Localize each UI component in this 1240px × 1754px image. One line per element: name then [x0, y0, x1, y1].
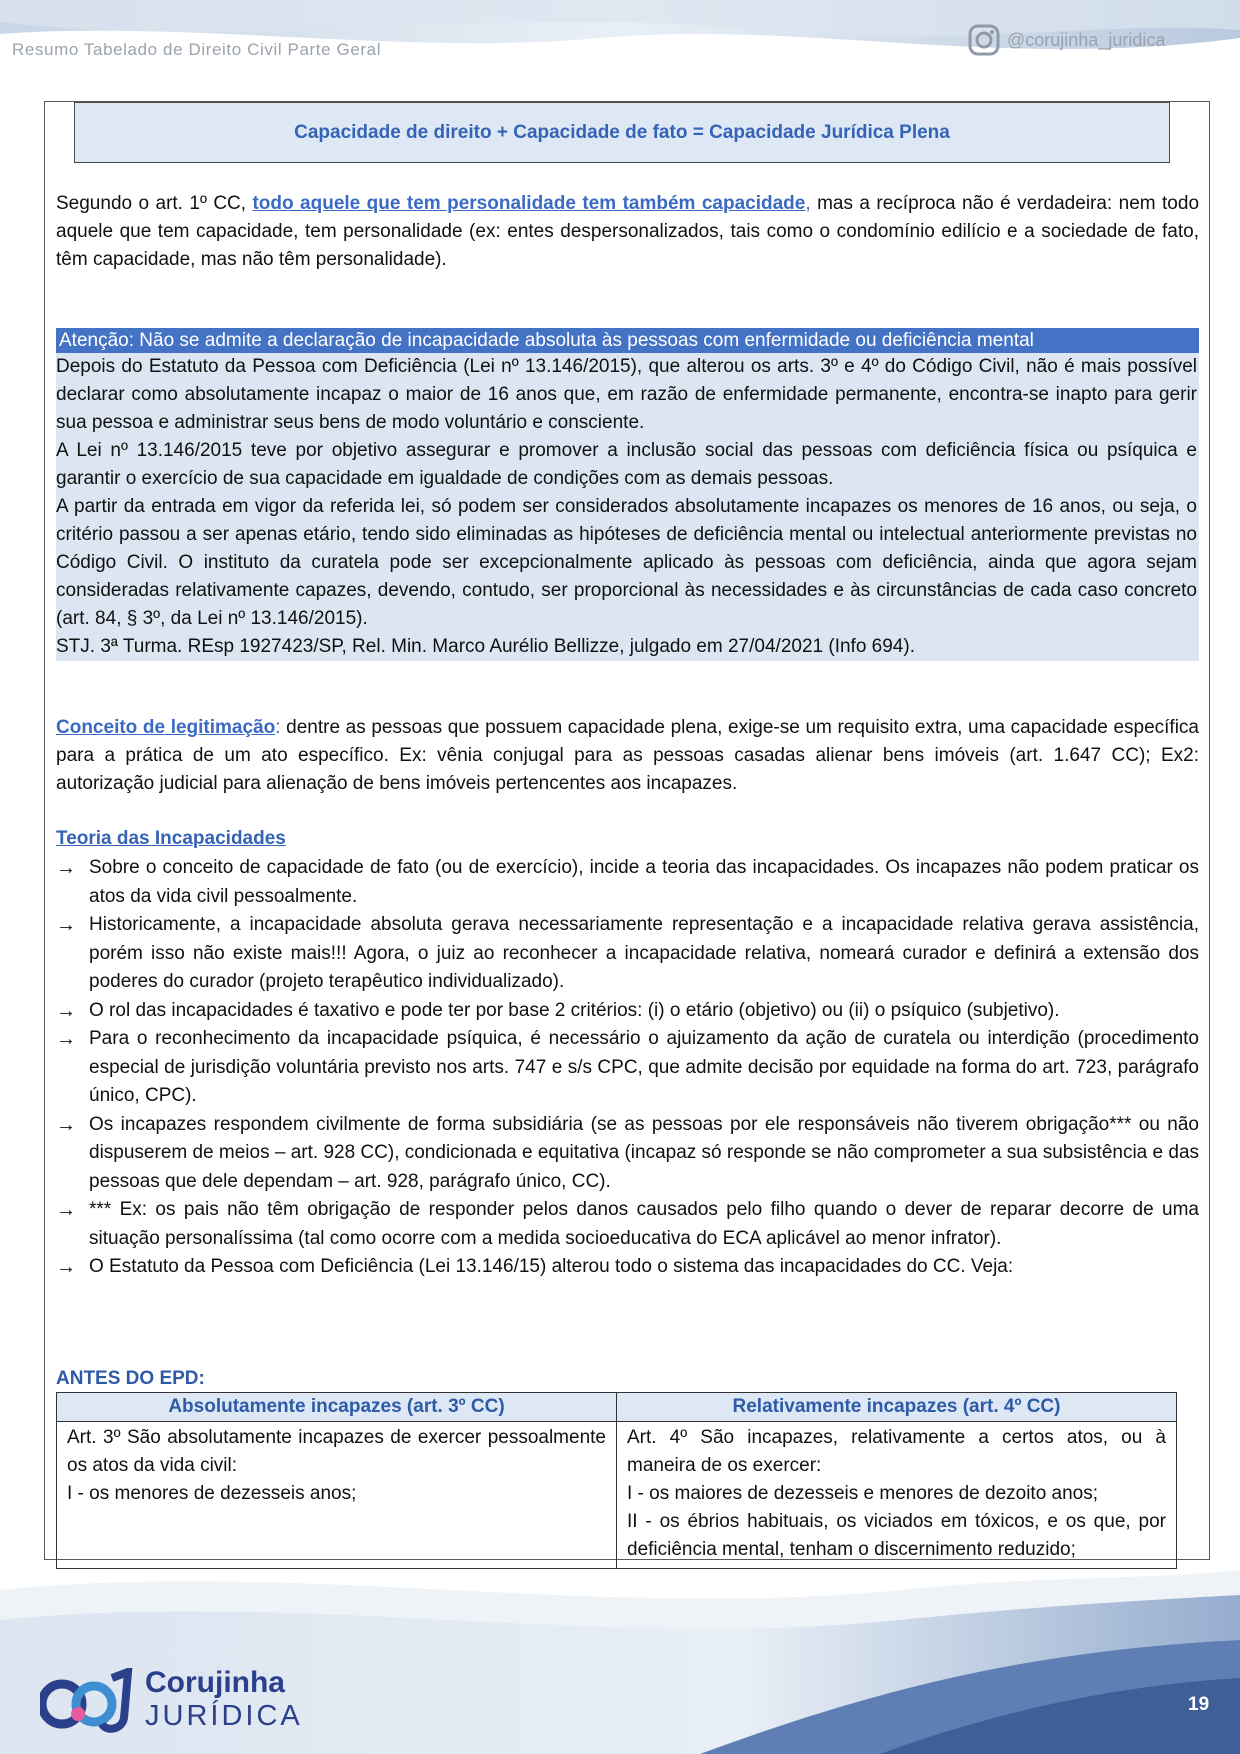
- list-item-text: Sobre o conceito de capacidade de fato (ou de exercício), incide a teoria das incapacidades. Os incapazes não podem praticar os atos da vida civil pessoalmente.: [89, 857, 1199, 907]
- antes-epd-table: [56, 1392, 1177, 1569]
- arrow-right-icon: →: [56, 1028, 76, 1050]
- attention-body-2: A Lei nº 13.146/2015 teve por objetivo assegurar e promover a inclusão social das pessoas com deficiência física ou psíquica e garantir o exercício de sua capacidade em igualdade de condições com as demais pessoas.: [56, 437, 1199, 493]
- legitimacao-term: Conceito de legitimação: [56, 717, 276, 738]
- para1-comma: ,: [805, 193, 811, 214]
- owl-logo-icon: [40, 1668, 142, 1734]
- arrow-right-icon: →: [56, 1113, 76, 1136]
- legitimacao-paragraph: [56, 714, 1199, 798]
- para1-prefix: Segundo o art. 1º CC,: [56, 193, 253, 214]
- page-number: 19: [1188, 1694, 1210, 1715]
- arrow-right-icon: →: [56, 857, 76, 879]
- teoria-list: [56, 854, 1199, 1282]
- table-header-row: [57, 1393, 1177, 1422]
- list-item: [56, 997, 1199, 1026]
- table-row: [57, 1422, 1177, 1569]
- list-item-text: Os incapazes respondem civilmente de forma subsidiária (se as pessoas por ele responsáveis não tiverem obrigação*** ou não dispuserem de meios – art. 928 CC), condicionada e equitativa (incapaz só responde se não comprometer a sua subsistência e das pessoas que dele dependam – art. 928, parágrafo único, CC).: [89, 1113, 1200, 1192]
- list-item: [56, 854, 1199, 911]
- list-item-text: *** Ex: os pais não têm obrigação de responder pelos danos causados pelo filho quando o dever de reparar decorre de uma situação personalíssima (tal como ocorre com a medida socioeducativa do ECA aplicável ao menor infrator).: [89, 1199, 1199, 1249]
- document-header-title: Resumo Tabelado de Direito Civil Parte Geral: [12, 40, 382, 59]
- antes-epd-section: [56, 1366, 1199, 1569]
- teoria-section: [56, 824, 1199, 1282]
- arrow-right-icon: →: [56, 999, 76, 1022]
- absolutos-line: Art. 3º São absolutamente incapazes de exercer pessoalmente os atos da vida civil:: [67, 1427, 606, 1476]
- attention-body-1: Depois do Estatuto da Pessoa com Deficiência (Lei nº 13.146/2015), que alterou os arts. 3º e 4º do Código Civil, não é mais possível declarar como absolutamente incapaz o maior de 16 anos que, em razão de enfermidade permanente, encontra-se inapto para gerir sua pessoa e administrar seus bens de modo voluntário e consciente.: [56, 353, 1199, 437]
- para1-rest: mas a recíproca não é verdadeira: nem todo aquele que tem capacidade, tem personalidade (ex: entes despersonalizados, tais como o condomínio edilício e a sociedade de fato, têm capacidade, mas não têm personalidade).: [56, 193, 1200, 270]
- absolutos-line: I - os menores de dezesseis anos;: [67, 1483, 357, 1504]
- attention-header: Atenção: Não se admite a declaração de incapacidade absoluta às pessoas com enfermidade ou deficiência mental: [56, 328, 1199, 353]
- attention-body-citation: STJ. 3ª Turma. REsp 1927423/SP, Rel. Min. Marco Aurélio Bellizze, julgado em 27/04/2021 (Info 694).: [56, 633, 1199, 661]
- list-item: [56, 1196, 1199, 1253]
- instagram-handle: @corujinha_juridica: [1007, 30, 1166, 50]
- list-item: [56, 1025, 1199, 1111]
- formula-title: Capacidade de direito + Capacidade de fato = Capacidade Jurídica Plena: [294, 121, 950, 143]
- logo-wordmark-top: Corujinha: [145, 1666, 285, 1699]
- absolutos-cell: [57, 1422, 617, 1569]
- relativos-line: I - os maiores de dezesseis e menores de dezoito anos;: [627, 1483, 1099, 1504]
- instagram-icon: [968, 24, 1000, 56]
- antes-epd-label: ANTES DO EPD:: [56, 1368, 205, 1389]
- list-item-text: Historicamente, a incapacidade absoluta gerava necessariamente representação e a incapacidade relativa gerava assistência, porém isso não existe mais!!! Agora, o juiz ao reconhecer a incapacidade relativa, nomeará curador e definirá a extensão dos poderes do curador (projeto terapêutico individualizado).: [89, 914, 1199, 992]
- attention-body-3: A partir da entrada em vigor da referida lei, só podem ser considerados absolutamente incapazes os menores de 16 anos, ou seja, o critério passou a ser apenas etário, tendo sido eliminadas as hipóteses de deficiência mental ou intelectual anteriormente previstas no Código Civil. O instituto da curatela pode ser excepcionalmente aplicado às pessoas com deficiência, ainda que agora sejam consideradas relativamente capazes, devendo, contudo, ser proporcional às necessidades e às circunstâncias de cada caso concreto (art. 84, § 3º, da Lei nº 13.146/2015).: [56, 493, 1199, 633]
- attention-block: [56, 328, 1199, 661]
- relativos-line: II - os ébrios habituais, os viciados em tóxicos, e os que, por deficiência mental, tenham o discernimento reduzido;: [627, 1511, 1166, 1560]
- list-item-text: O Estatuto da Pessoa com Deficiência (Lei 13.146/15) alterou todo o sistema das incapacidades do CC. Veja:: [89, 1256, 1014, 1277]
- arrow-right-icon: →: [56, 1199, 76, 1221]
- content-frame: [44, 101, 1210, 1560]
- logo-wordmark-bottom: JURÍDICA: [145, 1700, 303, 1732]
- relativos-header: Relativamente incapazes (art. 4º CC): [617, 1393, 1177, 1422]
- personality-capacity-paragraph: [56, 190, 1199, 274]
- list-item: [56, 1253, 1199, 1282]
- legitimacao-colon: :: [275, 717, 281, 738]
- arrow-right-icon: →: [56, 914, 76, 936]
- list-item: [56, 1111, 1199, 1197]
- formula-title-box: [74, 102, 1170, 163]
- personality-capacity-link: todo aquele que tem personalidade tem também capacidade: [252, 193, 806, 214]
- arrow-right-icon: →: [56, 1256, 76, 1278]
- list-item-text: O rol das incapacidades é taxativo e pode ter por base 2 critérios: (i) o etário (objetivo) ou (ii) o psíquico (subjetivo).: [89, 999, 1060, 1021]
- relativos-line: Art. 4º São incapazes, relativamente a certos atos, ou à maneira de os exercer:: [627, 1427, 1166, 1476]
- legitimacao-text: dentre as pessoas que possuem capacidade plena, exige-se um requisito extra, uma capacidade específica para a prática de um ato específico. Ex: vênia conjugal para as pessoas casadas alienar bens imóveis (art. 1.647 CC); Ex2: autorização judicial para alienação de bens imóveis pertencentes aos incapazes.: [56, 717, 1200, 794]
- relativos-cell: [617, 1422, 1177, 1569]
- absolutos-header: Absolutamente incapazes (art. 3º CC): [57, 1393, 617, 1422]
- list-item: [56, 911, 1199, 997]
- list-item-text: Para o reconhecimento da incapacidade psíquica, é necessário o ajuizamento da ação de curatela ou interdição (procedimento especial de jurisdição voluntária previsto nos arts. 747 e s/s CPC, que admite decisão por equidade na forma do art. 723, parágrafo único, CPC).: [89, 1028, 1199, 1106]
- teoria-heading: Teoria das Incapacidades: [56, 828, 286, 849]
